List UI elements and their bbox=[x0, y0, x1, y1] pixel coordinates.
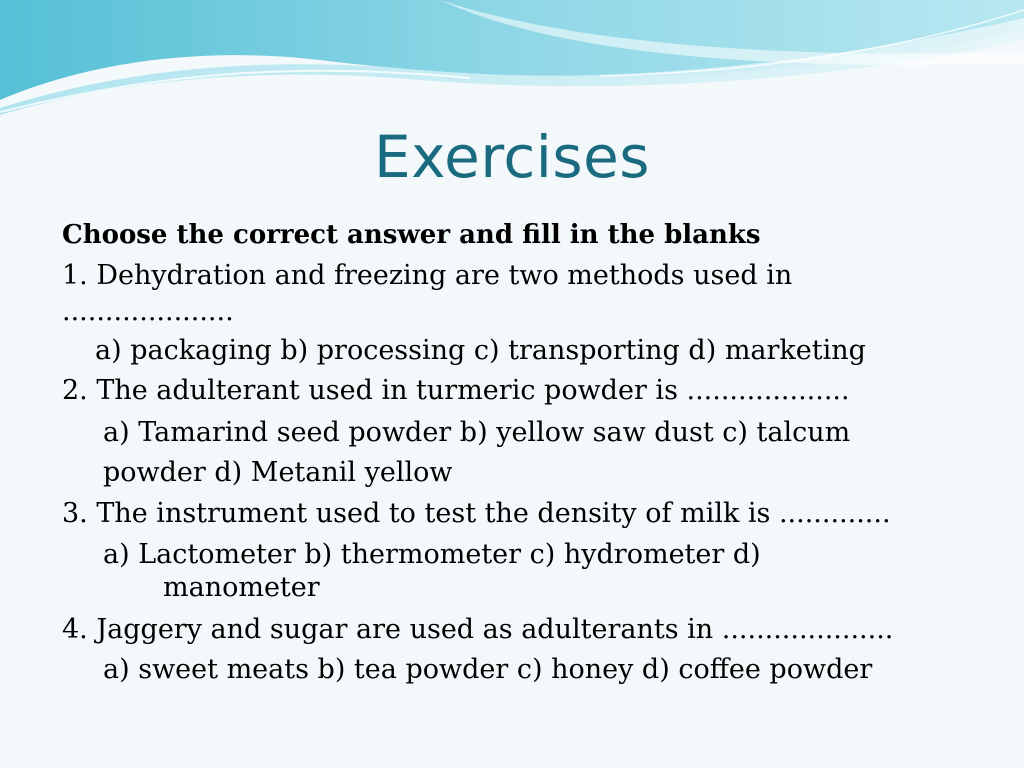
header-wave-decoration bbox=[0, 0, 1024, 120]
question-2-text: 2. The adulterant used in turmeric powder is ................... bbox=[62, 375, 850, 406]
question-1-options: a) packaging b) processing c) transporting d) marketing bbox=[95, 335, 866, 366]
question-1-text: 1. Dehydration and freezing are two methods used in bbox=[62, 260, 793, 291]
question-1-blank: .................... bbox=[62, 296, 234, 327]
question-4-text: 4. Jaggery and sugar are used as adulterants in .................... bbox=[62, 614, 894, 645]
question-4-options: a) sweet meats b) tea powder c) honey d) coffee powder bbox=[103, 654, 873, 685]
question-3-text: 3. The instrument used to test the density of milk is ............. bbox=[62, 498, 891, 529]
instructions-heading: Choose the correct answer and fill in the blanks bbox=[62, 220, 761, 250]
question-3-options-line-2: manometer bbox=[163, 572, 320, 603]
question-2-options-line-2: powder d) Metanil yellow bbox=[103, 457, 453, 488]
slide-title: Exercises bbox=[373, 123, 651, 191]
question-2-options-line-1: a) Tamarind seed powder b) yellow saw dust c) talcum bbox=[103, 417, 851, 448]
question-3-options-line-1: a) Lactometer b) thermometer c) hydrometer d) bbox=[103, 539, 761, 570]
